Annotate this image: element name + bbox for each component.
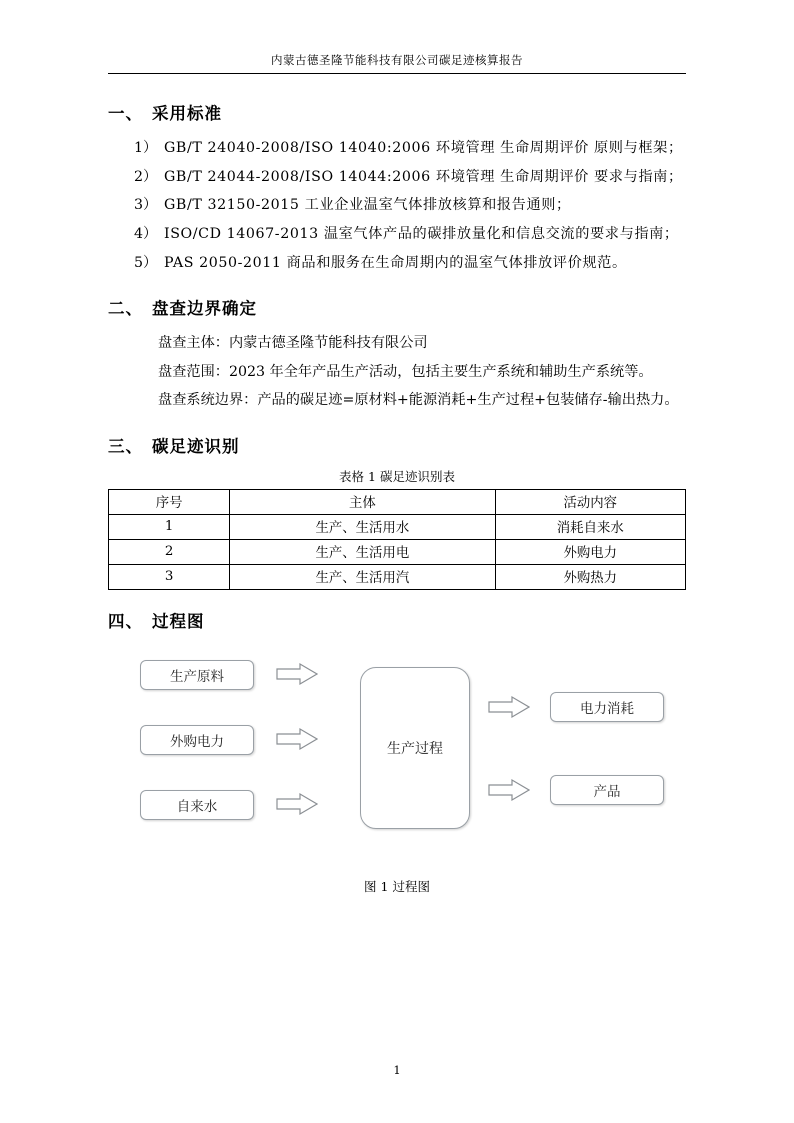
carbon-footprint-table (108, 489, 686, 590)
list-text: GB/T 32150-2015 工业企业温室气体排放核算和报告通则； (164, 197, 571, 214)
list-item (134, 220, 686, 249)
arrow-icon (276, 792, 318, 816)
flow-node-output-power-consumption: 电力消耗 (550, 692, 664, 722)
section-number: 三、 (108, 436, 143, 456)
section-title: 过程图 (152, 611, 205, 631)
paragraph: 盘查主体：内蒙古德圣隆节能科技有限公司 (158, 335, 428, 352)
flow-node-input-material: 生产原料 (140, 660, 254, 690)
table-cell: 消耗自来水 (495, 514, 685, 539)
table-header-cell: 主体 (230, 489, 495, 514)
table-cell: 生产、生活用水 (230, 514, 495, 539)
list-text: GB/T 24040-2008/ISO 14040:2006 环境管理 生命周期评价 原则与框架； (164, 140, 683, 156)
flow-node-input-electricity: 外购电力 (140, 725, 254, 755)
table-header-row (109, 489, 686, 514)
boundary-paragraphs (108, 329, 686, 414)
page-number: 1 (393, 1063, 401, 1077)
list-item (134, 249, 686, 278)
arrow-icon (488, 695, 530, 719)
table-row (109, 564, 686, 589)
flow-node-output-product: 产品 (550, 775, 664, 805)
arrow-icon (488, 778, 530, 802)
table-row (109, 539, 686, 564)
table-cell: 生产、生活用汽 (230, 564, 495, 589)
arrow-icon (276, 727, 318, 751)
table-cell: 外购热力 (495, 564, 685, 589)
process-flow-diagram (108, 650, 686, 865)
table-row (109, 514, 686, 539)
section-title: 采用标准 (152, 104, 222, 123)
list-item (134, 134, 686, 163)
section-title: 碳足迹识别 (152, 436, 240, 456)
list-item (134, 191, 686, 220)
table-cell: 1 (109, 514, 230, 539)
paragraph: 盘查系统边界：产品的碳足迹=原材料+能源消耗+生产过程+包装储存-输出热力。 (158, 392, 679, 409)
list-marker: 5） (134, 254, 158, 271)
table-cell: 生产、生活用电 (230, 539, 495, 564)
flow-node-input-water: 自来水 (140, 790, 254, 820)
list-marker: 3） (134, 197, 158, 214)
section-number: 一、 (108, 104, 143, 123)
section-number: 四、 (108, 611, 143, 631)
section-title: 盘查边界确定 (152, 299, 257, 319)
table-cell: 2 (109, 539, 230, 564)
list-text: GB/T 24044-2008/ISO 14044:2006 环境管理 生命周期评价 要求与指南； (164, 168, 683, 185)
table-header-cell: 序号 (109, 489, 230, 514)
arrow-icon (276, 662, 318, 686)
table-cell: 外购电力 (495, 539, 685, 564)
flow-node-process: 生产过程 (360, 667, 470, 829)
paragraph: 盘查范围：2023 年全年产品生产活动，包括主要生产系统和辅助生产系统等。 (158, 363, 653, 380)
section-number: 二、 (108, 299, 143, 319)
section-heading-identification (108, 433, 686, 457)
list-item (134, 163, 686, 192)
section-heading-boundary (108, 295, 686, 319)
list-marker: 1） (134, 140, 158, 156)
list-text: PAS 2050-2011 商品和服务在生命周期内的温室气体排放评价规范。 (164, 254, 627, 271)
document-header: 内蒙古德圣隆节能科技有限公司碳足迹核算报告 (108, 52, 686, 74)
table-cell: 3 (109, 564, 230, 589)
list-text: ISO/CD 14067-2013 温室气体产品的碳排放量化和信息交流的要求与指南； (164, 226, 679, 243)
list-marker: 4） (134, 226, 158, 243)
section-heading-standards (108, 100, 686, 124)
table-header-cell: 活动内容 (495, 489, 685, 514)
standards-list (108, 134, 686, 277)
table-caption: 表格 1 碳足迹识别表 (339, 468, 455, 484)
figure-caption: 图 1 过程图 (364, 878, 430, 894)
list-marker: 2） (134, 168, 158, 185)
section-heading-process (108, 608, 686, 632)
